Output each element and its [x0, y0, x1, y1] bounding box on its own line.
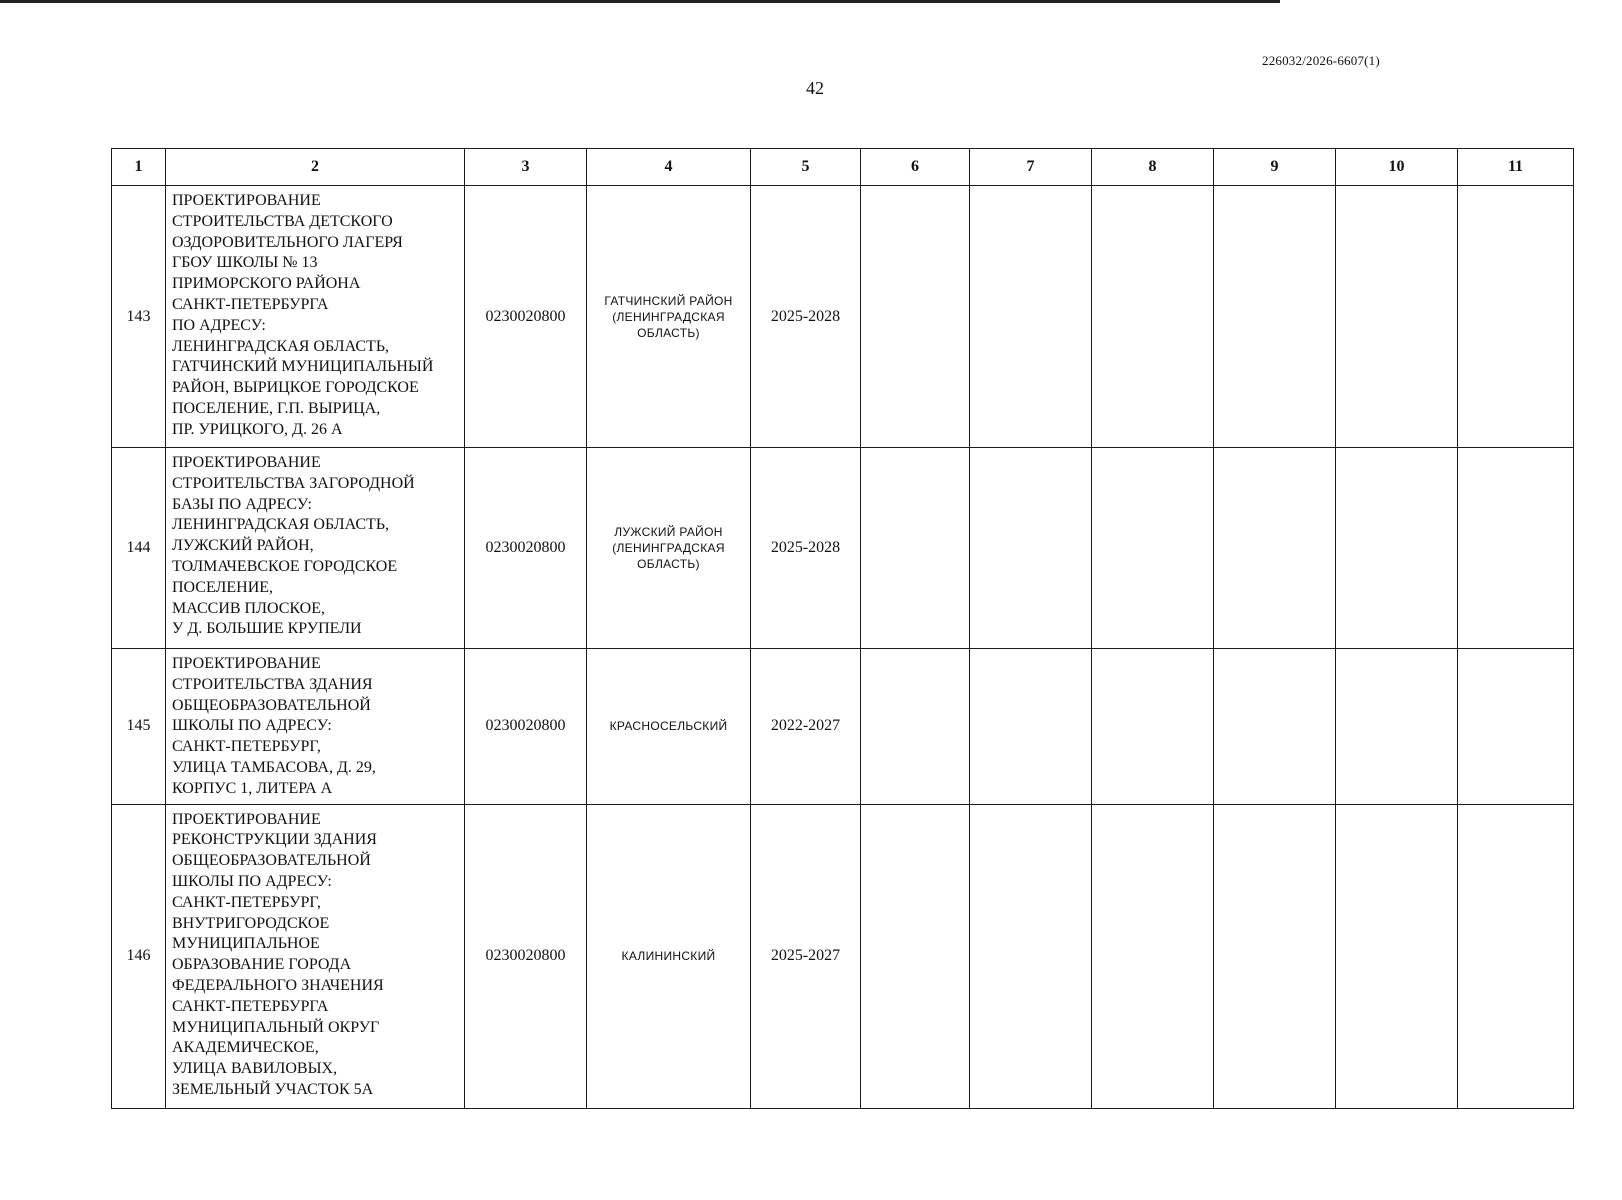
column-header-5: 5: [751, 149, 861, 186]
district-cell: ЛУЖСКИЙ РАЙОН (ЛЕНИНГРАДСКАЯ ОБЛАСТЬ): [587, 448, 751, 649]
empty-cell-6: [861, 448, 970, 649]
empty-cell-7: [970, 448, 1092, 649]
column-header-2: 2: [166, 149, 465, 186]
empty-cell-8: [1092, 804, 1214, 1108]
empty-cell-10: [1336, 186, 1458, 448]
code-cell: 0230020800: [465, 448, 587, 649]
empty-cell-9: [1214, 804, 1336, 1108]
document-number: 226032/2026-6607(1): [1262, 53, 1380, 68]
empty-cell-9: [1214, 186, 1336, 448]
project-name: ПРОЕКТИРОВАНИЕ СТРОИТЕЛЬСТВА ЗДАНИЯ ОБЩЕОБРАЗОВАТЕЛЬНОЙ ШКОЛЫ ПО АДРЕСУ: САНКТ-ПЕТЕРБУРГ, УЛИЦА ТАМБАСОВА, Д. 29, КОРПУС 1, ЛИТЕРА А: [166, 649, 465, 805]
registry-table: [111, 148, 1574, 1109]
empty-cell-7: [970, 804, 1092, 1108]
empty-cell-6: [861, 186, 970, 448]
project-name: ПРОЕКТИРОВАНИЕ СТРОИТЕЛЬСТВА ДЕТСКОГО ОЗДОРОВИТЕЛЬНОГО ЛАГЕРЯ ГБОУ ШКОЛЫ № 13 ПРИМОРСКОГО РАЙОНА САНКТ-ПЕТЕРБУРГА ПО АДРЕСУ: ЛЕНИНГРАДСКАЯ ОБЛАСТЬ, ГАТЧИНСКИЙ МУНИЦИПАЛЬНЫЙ РАЙОН, ВЫРИЦКОЕ ГОРОДСКОЕ ПОСЕЛЕНИЕ, Г.П. ВЫРИЦА, ПР. УРИЦКОГО, Д. 26 А: [166, 186, 465, 448]
row-number: 143: [112, 186, 166, 448]
header-row: [112, 149, 1574, 186]
table-row: [112, 448, 1574, 649]
column-header-1: 1: [112, 149, 166, 186]
top-rule: [0, 0, 1280, 3]
empty-cell-11: [1458, 804, 1574, 1108]
project-name: ПРОЕКТИРОВАНИЕ СТРОИТЕЛЬСТВА ЗАГОРОДНОЙ БАЗЫ ПО АДРЕСУ: ЛЕНИНГРАДСКАЯ ОБЛАСТЬ, ЛУЖСКИЙ РАЙОН, ТОЛМАЧЕВСКОЕ ГОРОДСКОЕ ПОСЕЛЕНИЕ, МАССИВ ПЛОСКОЕ, У Д. БОЛЬШИЕ КРУПЕЛИ: [166, 448, 465, 649]
empty-cell-11: [1458, 649, 1574, 805]
row-number: 144: [112, 448, 166, 649]
column-header-11: 11: [1458, 149, 1574, 186]
empty-cell-7: [970, 649, 1092, 805]
code-cell: 0230020800: [465, 804, 587, 1108]
period-cell: 2025-2028: [751, 186, 861, 448]
column-header-6: 6: [861, 149, 970, 186]
empty-cell-9: [1214, 649, 1336, 805]
period-cell: 2025-2028: [751, 448, 861, 649]
column-header-7: 7: [970, 149, 1092, 186]
column-header-8: 8: [1092, 149, 1214, 186]
table-row: [112, 649, 1574, 805]
district-cell: КРАСНОСЕЛЬСКИЙ: [587, 649, 751, 805]
empty-cell-11: [1458, 186, 1574, 448]
table-row: [112, 186, 1574, 448]
row-number: 145: [112, 649, 166, 805]
page-number: 42: [806, 78, 824, 98]
column-header-9: 9: [1214, 149, 1336, 186]
column-header-10: 10: [1336, 149, 1458, 186]
empty-cell-8: [1092, 448, 1214, 649]
empty-cell-8: [1092, 186, 1214, 448]
row-number: 146: [112, 804, 166, 1108]
column-header-4: 4: [587, 149, 751, 186]
empty-cell-11: [1458, 448, 1574, 649]
district-cell: КАЛИНИНСКИЙ: [587, 804, 751, 1108]
table-row: [112, 804, 1574, 1108]
empty-cell-8: [1092, 649, 1214, 805]
column-header-3: 3: [465, 149, 587, 186]
empty-cell-9: [1214, 448, 1336, 649]
empty-cell-6: [861, 804, 970, 1108]
code-cell: 0230020800: [465, 186, 587, 448]
empty-cell-7: [970, 186, 1092, 448]
empty-cell-10: [1336, 448, 1458, 649]
period-cell: 2025-2027: [751, 804, 861, 1108]
project-name: ПРОЕКТИРОВАНИЕ РЕКОНСТРУКЦИИ ЗДАНИЯ ОБЩЕОБРАЗОВАТЕЛЬНОЙ ШКОЛЫ ПО АДРЕСУ: САНКТ-ПЕТЕРБУРГ, ВНУТРИГОРОДСКОЕ МУНИЦИПАЛЬНОЕ ОБРАЗОВАНИЕ ГОРОДА ФЕДЕРАЛЬНОГО ЗНАЧЕНИЯ САНКТ-ПЕТЕРБУРГА МУНИЦИПАЛЬНЫЙ ОКРУГ АКАДЕМИЧЕСКОЕ, УЛИЦА ВАВИЛОВЫХ, ЗЕМЕЛЬНЫЙ УЧАСТОК 5А: [166, 804, 465, 1108]
code-cell: 0230020800: [465, 649, 587, 805]
empty-cell-10: [1336, 804, 1458, 1108]
period-cell: 2022-2027: [751, 649, 861, 805]
empty-cell-10: [1336, 649, 1458, 805]
empty-cell-6: [861, 649, 970, 805]
district-cell: ГАТЧИНСКИЙ РАЙОН (ЛЕНИНГРАДСКАЯ ОБЛАСТЬ): [587, 186, 751, 448]
